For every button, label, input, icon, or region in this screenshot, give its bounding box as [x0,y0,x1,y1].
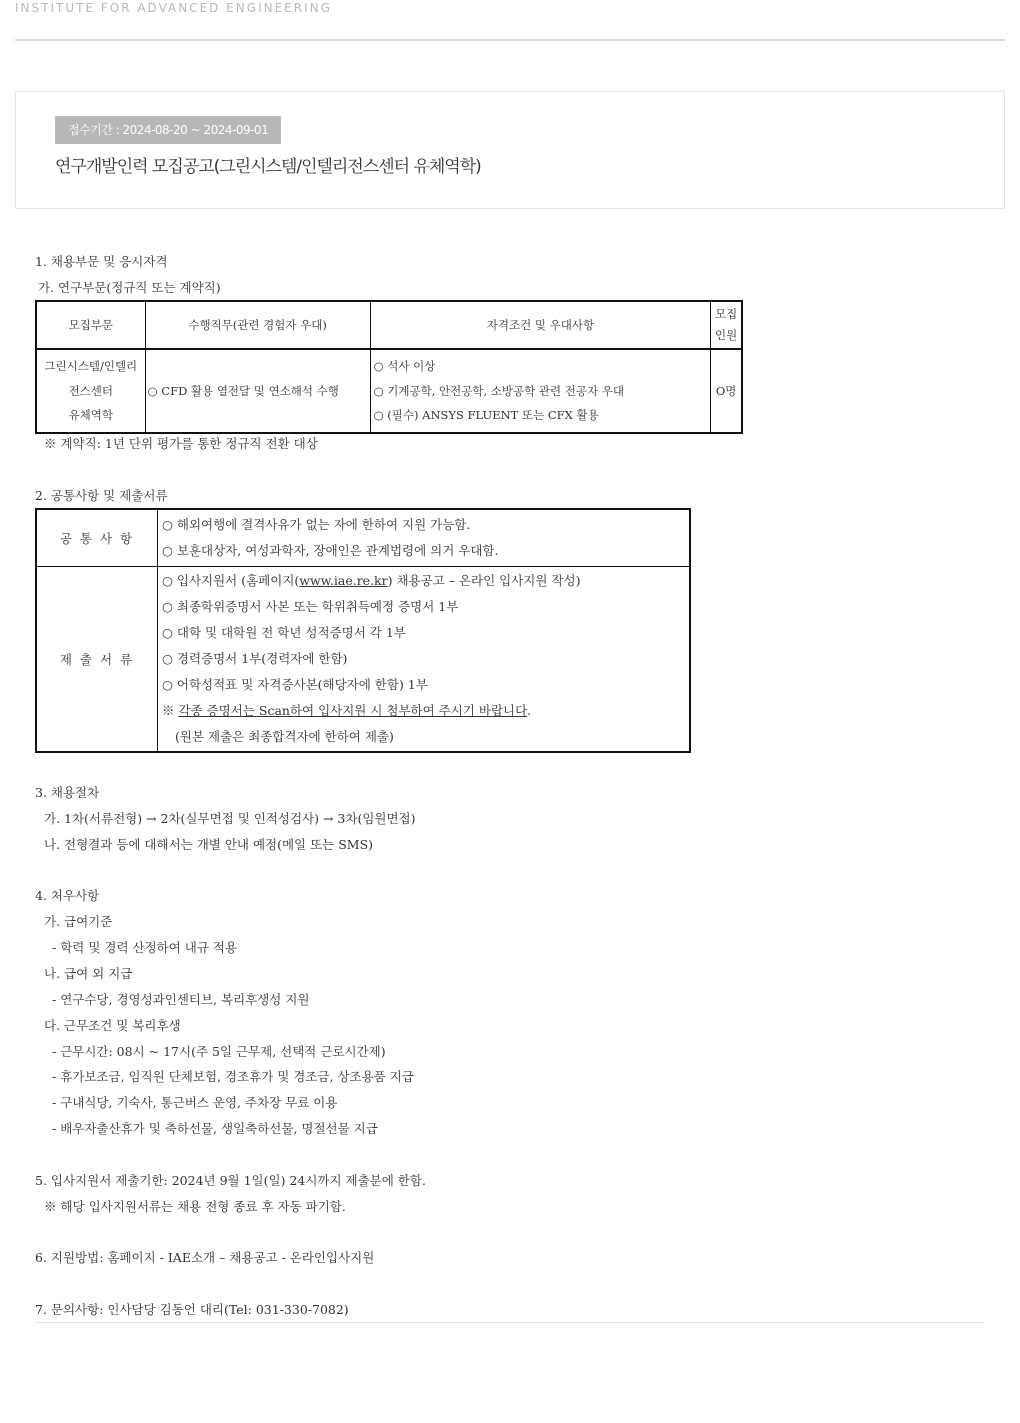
document-item-2: ○ 최종학위증명서 사본 또는 학위취득예정 증명서 1부 [162,598,459,614]
recruitment-table [35,300,743,434]
section-2-heading: 2. 공통사항 및 제출서류 [35,488,168,503]
header-dept: 모집부문 [36,301,145,349]
qualification-2: ○ 기계공학, 안전공학, 소방공학 관련 전공자 우대 [373,383,624,398]
document-item-7: (원본 제출은 최종합격자에 한하여 제출) [175,728,394,744]
page-title: 연구개발인력 모집공고(그린시스템/인텔리전스센터 유체역학) [55,157,481,177]
document-item-1-text-b: ) 채용공고 – 온라인 입사지원 작성) [387,572,581,588]
section-4-item-b: 나. 급여 외 지급 [44,966,133,981]
notice-header [15,91,1005,209]
document-item-6-underlined: 각종 증명서는 Scan하여 입사지원 시 첨부하여 주시기 바랍니다 [178,702,528,718]
document-item-6-mark: ※ [162,702,179,718]
documents-label: 제 출 서 류 [36,566,158,752]
section-4-item-c: 다. 근무조건 및 복리후생 [44,1018,181,1033]
contract-note: ※ 계약직: 1년 단위 평가를 통한 정규직 전환 대상 [44,436,318,451]
section-4-item-a: 가. 급여기준 [44,914,113,929]
header-duty: 수행직무(관련 경험자 우대) [145,301,370,349]
documents-row [36,566,690,752]
section-1-heading: 1. 채용부문 및 응시자격 [35,254,168,269]
header-count [711,301,742,349]
section-5-note: ※ 해당 입사지원서류는 채용 전형 종료 후 자동 파기함. [44,1199,346,1214]
section-4-item-c3: - 구내식당, 기숙사, 통근버스 운영, 주차장 무료 이용 [52,1095,338,1110]
section-3-heading: 3. 채용절차 [35,785,100,800]
section-6-heading: 6. 지원방법: 홈페이지 - IAE소개 – 채용공고 - 온라인입사지원 [35,1250,375,1265]
duty-cell: ○ CFD 활용 열전달 및 연소해석 수행 [145,349,370,433]
header-count-line-1: 모집 [715,307,738,321]
document-item-6-end: . [527,702,532,718]
footer-divider [35,1322,985,1323]
common-item-2: ○ 보훈대상자, 여성과학자, 장애인은 관계법령에 의거 우대함. [162,542,499,558]
header-divider [15,39,1005,41]
institute-name: INSTITUTE FOR ADVANCED ENGINEERING [15,1,332,15]
table-header-row [36,301,742,349]
section-3-item-a: 가. 1차(서류전형) → 2차(실무면접 및 인적성검사) → 3차(임원면접) [44,811,416,826]
header-count-line-2: 인원 [715,328,738,342]
document-item-4: ○ 경력증명서 1부(경력자에 한함) [162,650,348,666]
dept-line-2: 전스센터 [68,383,114,398]
common-row [36,509,690,566]
homepage-link[interactable]: www.iae.re.kr [299,572,388,588]
dept-cell [36,349,145,433]
dept-line-3: 유체역학 [68,408,114,423]
section-4-item-b1: - 연구수당, 경영성과인센티브, 복리후생성 지원 [52,992,310,1007]
application-period-badge: 접수기간 : 2024-08-20 ~ 2024-09-01 [55,116,281,144]
section-3-item-b: 나. 전형결과 등에 대해서는 개별 안내 예정(메일 또는 SMS) [44,837,374,852]
section-4-item-c2: - 휴가보조금, 임직원 단체보험, 경조휴가 및 경조금, 상조용품 지급 [52,1069,414,1084]
section-5-heading: 5. 입사지원서 제출기한: 2024년 9월 1일(일) 24시까지 제출분에 한함. [35,1173,426,1188]
document-item-6 [159,698,688,724]
section-4-heading: 4. 처우사항 [35,888,100,903]
section-1-sub: 가. 연구부문(정규직 또는 계약직) [38,280,221,295]
common-item-1: ○ 해외여행에 결격사유가 없는 자에 한하여 지원 가능함. [162,516,471,532]
dept-line-1: 그린시스템/인텔리 [44,359,138,374]
qualification-1: ○ 석사 이상 [373,359,436,374]
common-label: 공 통 사 항 [36,509,158,566]
table-row [36,349,742,433]
section-4-item-c4: - 배우자출산휴가 및 축하선물, 생일축하선물, 명절선물 지급 [52,1121,378,1136]
header-qualification: 자격조건 및 우대사항 [370,301,711,349]
qualification-3: ○ (필수) ANSYS FLUENT 또는 CFX 활용 [373,408,599,423]
document-item-5: ○ 어학성적표 및 자격증사본(해당자에 한함) 1부 [162,676,428,692]
section-4-item-c1: - 근무시간: 08시 ~ 17시(주 5일 근무제, 선택적 근로시간제) [52,1044,386,1059]
documents-items [158,566,691,752]
section-7-heading: 7. 문의사항: 인사담당 김동언 대리(Tel: 031-330-7082) [35,1302,349,1317]
document-item-3: ○ 대학 및 대학원 전 학년 성적증명서 각 1부 [162,624,406,640]
requirements-table [35,508,691,753]
section-4-item-a1: - 학력 및 경력 산정하여 내규 적용 [52,940,238,955]
document-item-1 [159,568,688,594]
common-items [158,509,691,566]
document-item-1-text-a: ○ 입사지원서 (홈페이지( [162,572,300,588]
count-cell: O명 [711,349,742,433]
qualification-cell [370,349,711,433]
